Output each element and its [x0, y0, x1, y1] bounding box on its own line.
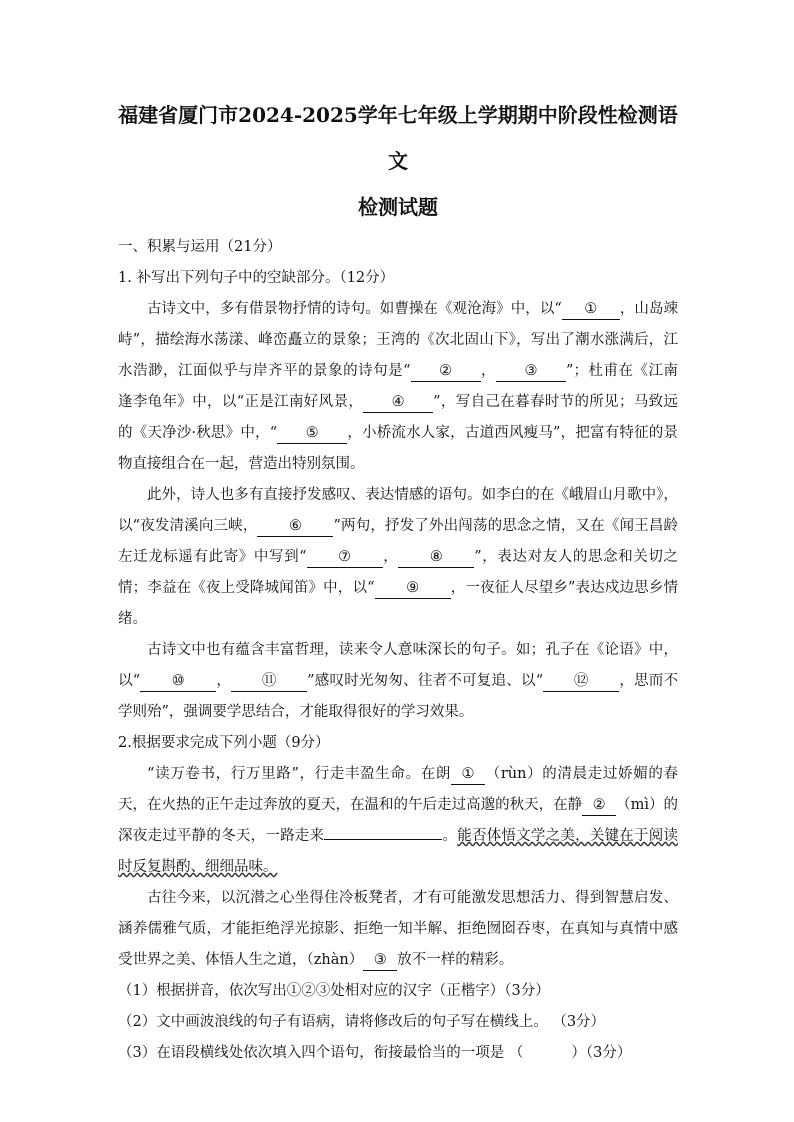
- q2-paragraph-2: 古往今来，以沉潜之心坐得住冷板凳者，才有可能激发思想活力、得到智慧启发、涵养儒雅气质，才能拒绝浮光掠影、拒绝一知半解、拒绝囫囵吞枣，在真知与真情中感受世界之美、体悟人生之道，（zhàn） ③ 放不一样的精彩。: [118, 883, 678, 976]
- wavy-underlined-sentence: 能否体悟文学之美，关键在于阅读时反复斟酌、细细品味。: [118, 828, 678, 875]
- q1-paragraph-1: 古诗文中，多有借景物抒情的诗句。如曹操在《观沧海》中，以“ ① ，山岛竦峙”，描绘海水荡漾、峰峦矗立的景象；王湾的《次北固山下》，写出了潮水涨满后，江水浩渺，江面似乎与岸齐平的景象的诗句是“ ② ， ③ ”；杜甫在《江南逢李龟年》中，以“正是江南好风景， ④ ”，写自己在暮春时节的所见；马致远的《天净沙·秋思》中，“ ⑤ ，小桥流水人家，古道西风瘦马”，把富有特征的景物直接组合在一起，营造出特别氛围。: [118, 301, 678, 472]
- blank-3[interactable]: ③: [496, 361, 566, 382]
- blank-11[interactable]: ⑪: [231, 671, 307, 692]
- blank-7[interactable]: ⑦: [307, 547, 383, 568]
- blank-pinyin-2[interactable]: ②: [582, 795, 616, 816]
- sub-question-1: （1）根据拼音，依次写出①②③处相对应的汉字（正楷字）（3分）: [118, 983, 550, 999]
- blank-pinyin-3[interactable]: ③: [363, 950, 397, 971]
- blank-5[interactable]: ⑤: [277, 423, 347, 444]
- question-1-heading: 1. 补写出下列句子中的空缺部分。（12分）: [118, 270, 395, 286]
- page-title: 福建省厦门市2024-2025学年七年级上学期期中阶段性检测语文: [118, 103, 678, 173]
- blank-10[interactable]: ⑩: [140, 671, 216, 692]
- sub-question-3: （3）在语段横线处依次填入四个语句，衔接最恰当的一项是 （ ）（3分）: [118, 1045, 632, 1061]
- q1-paragraph-3: 古诗文中也有蕴含丰富哲理，读来令人意味深长的句子。如；孔子在《论语》中，以“ ⑩ ， ⑪ ”感叹时光匆匆、往者不可复追、以“ ⑫ ，思而不学则殆”，强调要学思结合，才能取得很好的学习效果。: [118, 642, 679, 720]
- blank-9[interactable]: ⑨: [375, 578, 451, 599]
- blank-sentence-fill[interactable]: [324, 839, 442, 840]
- section-heading: 一、积累与运用（21分）: [118, 239, 282, 255]
- q1-paragraph-2: 此外，诗人也多有直接抒发感叹、表达情感的语句。如李白的在《峨眉山月歌中》，以“夜发清溪向三峡， ⑥ ”两句，抒发了外出闯荡的思念之情，又在《闻王昌龄左迁龙标遥有此寄》中写到“ ⑦ ， ⑧ ”，表达对友人的思念和关切之情；李益在《夜上受降城闻笛》中，以“ ⑨ ，一夜征人尽望乡”表达戍边思乡情绪。: [118, 487, 678, 627]
- sub-question-2: （2）文中画波浪线的句子有语病，请将修改后的句子写在横线上。 （3分）: [118, 1014, 606, 1030]
- question-2-heading: 2.根据要求完成下列小题（9分）: [118, 735, 330, 751]
- blank-4[interactable]: ④: [363, 392, 433, 413]
- blank-2[interactable]: ②: [411, 361, 481, 382]
- exam-page: [118, 92, 678, 1069]
- page-title-cont: 检测试题: [358, 195, 438, 219]
- blank-pinyin-1[interactable]: ①: [451, 764, 485, 785]
- blank-1[interactable]: ①: [562, 299, 620, 320]
- blank-6[interactable]: ⑥: [257, 516, 333, 537]
- blank-12[interactable]: ⑫: [543, 671, 619, 692]
- blank-8[interactable]: ⑧: [398, 547, 474, 568]
- q2-paragraph-1: “读万卷书，行万里路”，行走丰盈生命。在朗 ① （rùn）的清晨走过娇媚的春天，在火热的正午走过奔放的夏天，在温和的午后走过高邈的秋天，在静 ② （mì）的深夜走过平静的冬天，一路走来 。能否体悟文学之美，关键在于阅读时反复斟酌、细细品味。: [118, 766, 679, 875]
